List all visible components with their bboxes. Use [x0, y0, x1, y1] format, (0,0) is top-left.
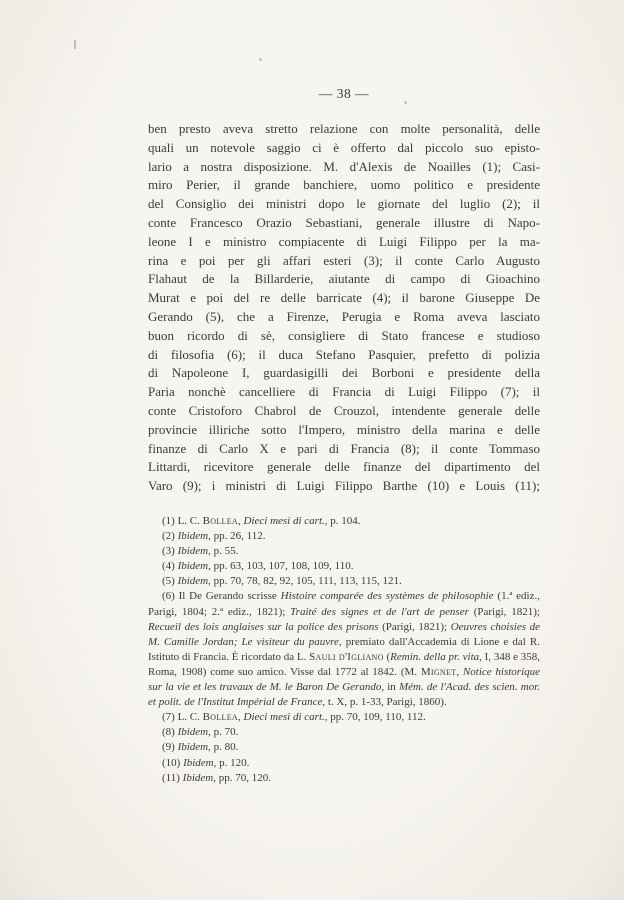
body-line: finanze di Carlo X e pari di Francia (8); il conte Tommaso: [148, 440, 540, 456]
body-line: Littardi, ricevitore generale delle finanze del dipartimento del: [148, 459, 540, 475]
footnote-segment: Traité des signes et de l'art de penser: [290, 605, 469, 618]
footnote-segment: Mém. de l'Acad. des scien. mor. et polit. de l'Institut Impérial de France: [148, 681, 540, 709]
footnote-segment: (7) L. C.: [162, 711, 203, 724]
footnote: [148, 710, 540, 725]
footnote-segment: , p. 55.: [208, 545, 239, 558]
footnote-segment: , in: [381, 681, 399, 694]
footnote-segment: (2): [162, 530, 178, 543]
footnote-segment: Ibidem: [177, 726, 209, 739]
body-line: buon ricordo di sè, consigliere di Stato francese e studioso: [148, 327, 540, 343]
footnote-segment: (Parigi, 1821);: [468, 605, 540, 618]
body-line: Flahaut de la Billarderie, aiutante di campo di Gioachino: [148, 271, 540, 287]
footnote-segment: (6) Il De Gerando scrisse: [162, 590, 281, 603]
footnote-segment: (Parigi, 1821);: [378, 620, 451, 633]
footnote-segment: , pp. 63, 103, 107, 108, 109, 110.: [208, 560, 354, 573]
footnote-segment: Ibidem: [177, 560, 209, 573]
page-number: — 38 —: [318, 86, 370, 101]
scan-artifact: [74, 40, 76, 49]
footnote-segment: , t. X, p. 1-33, Parigi, 1860).: [322, 696, 447, 709]
footnote-segment: , pp. 70, 109, 110, 112.: [324, 711, 426, 724]
footnote-segment: Ibidem: [177, 575, 209, 588]
footnotes: [148, 514, 540, 786]
body-line: Murat e poi del re delle barricate (4); il barone Giuseppe De: [148, 290, 540, 306]
footnote-segment: , pp. 70, 78, 82, 92, 105, 111, 113, 115, 121.: [208, 575, 402, 588]
footnote-segment: Ibidem: [177, 741, 209, 754]
footnote-segment: Oeuvres choisies de M. Camille Jordan; Le visiteur du pauvre: [148, 620, 540, 648]
footnote: [148, 529, 540, 544]
footnote: [148, 589, 540, 710]
footnote-segment: (: [383, 650, 391, 663]
body-line: miro Perier, il grande banchiere, uomo politico e presidente: [148, 177, 540, 193]
body-line: Varo (9); i ministri di Luigi Filippo Barthe (10) e Louis (11);: [148, 478, 540, 494]
footnote-segment: Ibidem: [177, 530, 209, 543]
footnote-segment: Dieci mesi di cart.: [243, 711, 325, 724]
body-line: ben presto aveva stretto relazione con molte personalità, delle: [148, 121, 540, 136]
body-line: di filosofia (6); il duca Stefano Pasquier, prefetto di polizia: [148, 346, 540, 362]
footnote-segment: , p. 120.: [213, 756, 250, 769]
footnote-segment: (1) L. C.: [162, 515, 203, 527]
footnote-segment: ,: [238, 711, 244, 724]
footnote: [148, 771, 540, 786]
body-line: leone I e ministro compiacente di Luigi Filippo per la ma-: [148, 233, 540, 249]
footnote-segment: Bollea: [202, 711, 238, 724]
footnote-segment: Ibidem: [177, 545, 209, 558]
footnote-segment: , p. 70.: [208, 726, 239, 739]
footnote: [148, 574, 540, 589]
footnote: [148, 559, 540, 574]
footnote-segment: Mignet: [420, 665, 457, 678]
footnote-segment: , pp. 70, 120.: [213, 771, 271, 784]
footnote-segment: (11): [162, 771, 183, 784]
body-line: Gerando (5), che a Firenze, Perugia e Roma aveva lasciato: [148, 308, 540, 324]
body-line: Paria nonchè cancelliere di Francia di Luigi Filippo (7); il: [148, 384, 540, 400]
footnote-segment: ,: [238, 515, 244, 527]
footnote-segment: Dieci mesi di cart.: [243, 515, 325, 527]
footnote-segment: (9): [162, 741, 178, 754]
footnote-segment: , premiato dall'Accademia di Lione e dal R. Istituto di Francia. È ricordato da L.: [148, 635, 540, 663]
footnote-segment: (5): [162, 575, 178, 588]
footnote: [148, 514, 540, 529]
footnote-segment: , I, 348 e 358, Roma, 1908) come suo amico. Visse dal 1772 al 1842. (M.: [148, 650, 541, 678]
body-line: quali un notevole saggio ci è offerto dal piccolo suo episto-: [148, 139, 540, 155]
footnote-segment: Bollea: [202, 515, 238, 527]
scan-artifact: [259, 58, 262, 61]
body-line: rina e poi per gli affari esteri (3); il conte Carlo Augusto: [148, 252, 540, 268]
footnote-segment: , pp. 26, 112.: [208, 530, 266, 543]
footnote-segment: Recueil des lois anglaises sur la police des prisons: [148, 620, 379, 633]
body-text: [148, 120, 540, 496]
body-line: provincie illiriche sotto l'Impero, ministro della marina e delle: [148, 421, 540, 437]
footnote: [148, 544, 540, 559]
body-line: del Consiglio dei ministri dopo le giornate del luglio (2); il: [148, 196, 540, 212]
footnote-segment: (4): [162, 560, 178, 573]
footnote: [148, 756, 540, 771]
footnote-segment: , p. 80.: [208, 741, 239, 754]
footnote-segment: , p. 104.: [324, 515, 361, 527]
footnote-segment: (8): [162, 726, 178, 739]
footnote-segment: ,: [456, 665, 463, 678]
footnote-segment: Ibidem: [183, 756, 214, 769]
body-line: conte Francesco Orazio Sebastiani, generale illustre di Napo-: [148, 214, 540, 230]
body-line: lario a nostra disposizione. M. d'Alexis de Noailles (1); Casi-: [148, 158, 540, 174]
footnote-segment: (10): [162, 756, 184, 769]
body-line: di Napoleone I, guardasigilli dei Borboni e presidente della: [148, 365, 540, 381]
footnote-segment: Notice historique sur la vie et les travaux de M. le Baron De Gerando: [148, 665, 541, 694]
footnote: [148, 740, 540, 755]
body-line: conte Cristoforo Chabrol de Crouzol, intendente generale delle: [148, 402, 540, 418]
footnote-segment: Ibidem: [182, 771, 214, 784]
footnote-segment: Histoire comparée des systèmes de philosophie: [280, 590, 494, 603]
footnote-segment: Sauli d'Igliano: [309, 650, 384, 663]
footnote-segment: (3): [162, 545, 178, 558]
footnote: [148, 725, 540, 740]
footnote-segment: (1.ª ediz., Parigi, 1804; 2.ª ediz., 1821);: [148, 590, 540, 618]
footnote-segment: Remin. della pr. vita: [390, 650, 480, 663]
